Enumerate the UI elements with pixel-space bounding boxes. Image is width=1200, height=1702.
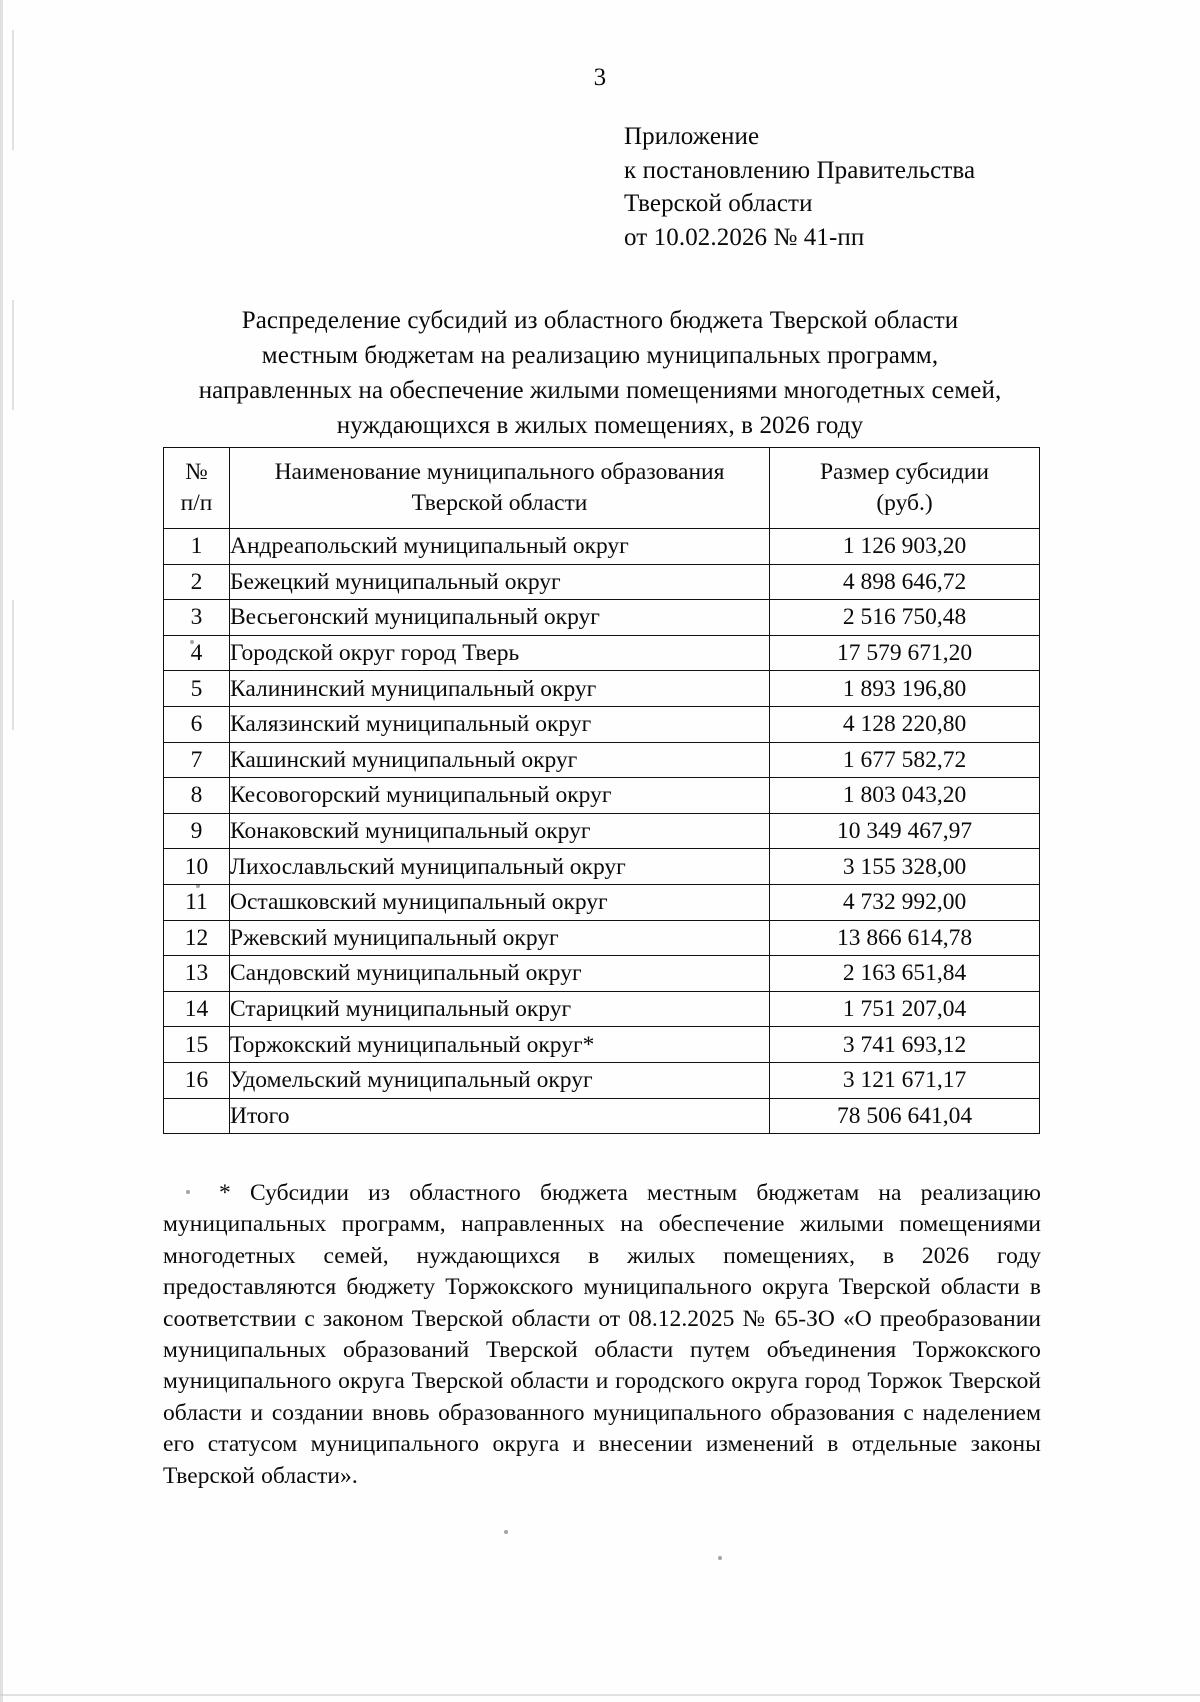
total-row-label: Итого: [230, 1098, 770, 1134]
row-subsidy-amount: 1 751 207,04: [770, 991, 1040, 1027]
header-cell-value: [770, 448, 1040, 529]
row-subsidy-amount: 1 803 043,20: [770, 778, 1040, 814]
table-row: [164, 706, 1040, 742]
row-municipality-name: Весьегонский муниципальный округ: [230, 600, 770, 636]
row-number: 2: [164, 564, 230, 600]
document-title-line-1: Распределение субсидий из областного бюджета Тверской области: [241, 307, 959, 334]
appendix-line-1: Приложение: [624, 123, 760, 150]
table-row: [164, 778, 1040, 814]
table-row: [164, 813, 1040, 849]
appendix-line-4: от 10.02.2026 № 41-пп: [624, 223, 865, 251]
row-municipality-name: Городской округ город Тверь: [230, 635, 770, 671]
row-number: 10: [164, 849, 230, 885]
scan-artifact-dot-6: [718, 1556, 722, 1560]
row-subsidy-amount: 4 898 646,72: [770, 564, 1040, 600]
table-row: [164, 564, 1040, 600]
scan-artifact-left-3: [12, 300, 14, 410]
row-subsidy-amount: 13 866 614,78: [770, 920, 1040, 956]
row-municipality-name: Конаковский муниципальный округ: [230, 813, 770, 849]
header-number-line-2: п/п: [180, 490, 213, 516]
row-municipality-name: Кашинский муниципальный округ: [230, 742, 770, 778]
row-number: 7: [164, 742, 230, 778]
row-number: 1: [164, 529, 230, 565]
row-number: 13: [164, 956, 230, 992]
header-cell-name: [230, 448, 770, 529]
row-subsidy-amount: 10 349 467,97: [770, 813, 1040, 849]
scan-artifact-left-1: [0, 0, 3, 1702]
table-row: [164, 884, 1040, 920]
row-number: 16: [164, 1062, 230, 1098]
row-municipality-name: Осташковский муниципальный округ: [230, 884, 770, 920]
table-row: [164, 849, 1040, 885]
appendix-line-2: к постановлению Правительства: [624, 156, 976, 184]
row-municipality-name: Сандовский муниципальный округ: [230, 956, 770, 992]
table-header-row: [164, 448, 1040, 529]
header-cell-number: [164, 448, 230, 529]
table-row: [164, 991, 1040, 1027]
table-row: [164, 742, 1040, 778]
row-number: 12: [164, 920, 230, 956]
row-municipality-name: Ржевский муниципальный округ: [230, 920, 770, 956]
table-body: [164, 529, 1040, 1134]
table-row: [164, 920, 1040, 956]
row-municipality-name: Бежецкий муниципальный округ: [230, 564, 770, 600]
row-subsidy-amount: 3 155 328,00: [770, 849, 1040, 885]
subsidy-distribution-table: [163, 447, 1040, 1134]
table-row: [164, 529, 1040, 565]
row-number: 11: [164, 884, 230, 920]
table-row: [164, 956, 1040, 992]
row-municipality-name: Торжокский муниципальный округ*: [230, 1027, 770, 1063]
row-municipality-name: Лихославльский муниципальный округ: [230, 849, 770, 885]
scan-artifact-dot-5: [504, 1530, 508, 1534]
appendix-reference-block: [624, 120, 975, 254]
row-subsidy-amount: 1 893 196,80: [770, 671, 1040, 707]
document-title-line-4: нуждающихся в жилых помещениях, в 2026 году: [336, 412, 864, 439]
row-number: 5: [164, 671, 230, 707]
appendix-line-3: Тверской области: [624, 190, 813, 217]
row-subsidy-amount: 3 121 671,17: [770, 1062, 1040, 1098]
table-row: [164, 1027, 1040, 1063]
table-row: [164, 1062, 1040, 1098]
header-number-line-1: №: [185, 459, 208, 485]
row-municipality-name: Калининский муниципальный округ: [230, 671, 770, 707]
total-row-number: [164, 1098, 230, 1134]
page-number: 3: [593, 64, 607, 91]
row-number: 15: [164, 1027, 230, 1063]
table-row: [164, 635, 1040, 671]
row-number: 6: [164, 706, 230, 742]
scan-artifact-bottom: [0, 1694, 1200, 1696]
row-municipality-name: Кесовогорский муниципальный округ: [230, 778, 770, 814]
document-title-line-3: направленных на обеспечение жилыми помещениями многодетных семей,: [198, 377, 1002, 404]
row-subsidy-amount: 1 677 582,72: [770, 742, 1040, 778]
row-municipality-name: Удомельский муниципальный округ: [230, 1062, 770, 1098]
header-value-line-2: (руб.): [876, 490, 933, 516]
scan-artifact-left-4: [12, 600, 14, 730]
row-municipality-name: Андреапольский муниципальный округ: [230, 529, 770, 565]
row-subsidy-amount: 4 732 992,00: [770, 884, 1040, 920]
table-header: [164, 448, 1040, 529]
row-subsidy-amount: 3 741 693,12: [770, 1027, 1040, 1063]
row-municipality-name: Старицкий муниципальный округ: [230, 991, 770, 1027]
row-municipality-name: Калязинский муниципальный округ: [230, 706, 770, 742]
row-subsidy-amount: 2 163 651,84: [770, 956, 1040, 992]
row-subsidy-amount: 17 579 671,20: [770, 635, 1040, 671]
row-subsidy-amount: 2 516 750,48: [770, 600, 1040, 636]
row-subsidy-amount: 4 128 220,80: [770, 706, 1040, 742]
row-number: 3: [164, 600, 230, 636]
row-number: 14: [164, 991, 230, 1027]
row-subsidy-amount: 1 126 903,20: [770, 529, 1040, 565]
footnote-text: * Субсидии из областного бюджета местным бюджетам на реализацию муниципальных программ, направленных на обеспечение жилыми помещениями многодетных семей, нуждающихся в жилых помещениях, в 2026 году предоставляются бюджету Торжокского муниципального округа Тверской области в соответствии с законом Тверской области от 08.12.2025 № 65-ЗО «О преобразовании муниципальных образований Тверской области путем объединения Торжокского муниципального округа Тверской области и городского округа город Торжок Тверской области и создании вновь образованного муниципального образования с наделением его статусом муниципального округа и внесении изменений в отдельные законы Тверской области».: [163, 1180, 1041, 1489]
row-number: 9: [164, 813, 230, 849]
document-title: [160, 303, 1040, 443]
document-title-line-2: местным бюджетам на реализацию муниципальных программ,: [261, 342, 939, 369]
row-number: 4: [164, 635, 230, 671]
table-row: [164, 600, 1040, 636]
table-total-row: [164, 1098, 1040, 1134]
header-value-line-1: Размер субсидии: [819, 459, 989, 485]
header-name-line-2: Тверской области: [411, 490, 588, 516]
header-name-line-1: Наименование муниципального образования: [274, 459, 725, 485]
table-row: [164, 671, 1040, 707]
total-row-amount: 78 506 641,04: [770, 1098, 1040, 1134]
row-number: 8: [164, 778, 230, 814]
